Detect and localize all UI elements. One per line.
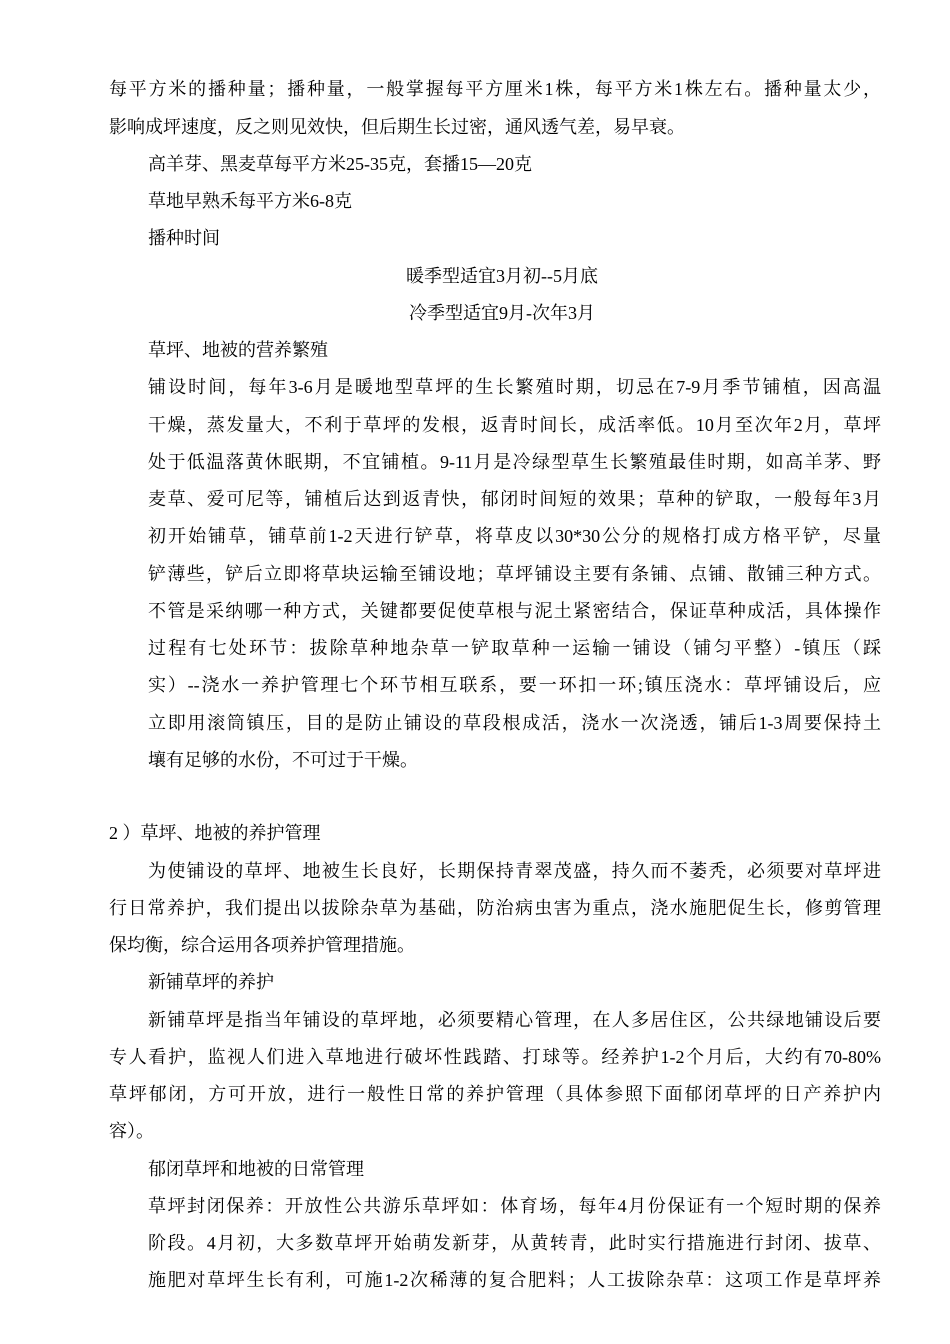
text-line: 容）。	[109, 1121, 154, 1141]
text-line: 草坪封闭保养：开放性公共游乐草坪如：体育场，每年4月份保证有一个短时期的保养	[148, 1196, 881, 1216]
text-line: 立即用滚筒镇压，目的是防止铺设的草段根成活，浇水一次浇透，铺后1-3周要保持土	[148, 713, 881, 733]
section-heading: 新铺草坪的养护	[148, 972, 274, 992]
text-line: 暖季型适宜3月初--5月底	[406, 266, 598, 286]
text-line: 过程有七处环节：拔除草种地杂草一铲取草种一运输一铺设（铺匀平整）-镇压（踩	[148, 638, 881, 658]
text-line: 初开始铺草，铺草前1-2天进行铲草，将草皮以30*30公分的规格打成方格平铲，尽量	[148, 526, 881, 546]
text-line: 高羊芽、黑麦草每平方米25-35克，套播15—20克	[148, 154, 532, 174]
text-line: 保均衡，综合运用各项养护管理措施。	[109, 935, 415, 955]
text-line: 处于低温落黄休眠期，不宜铺植。9-11月是冷绿型草生长繁殖最佳时期，如高羊茅、野	[148, 452, 881, 472]
text-line: 干燥，蒸发量大，不利于草坪的发根，返青时间长，成活率低。10月至次年2月，草坪	[148, 415, 881, 435]
section-heading: 郁闭草坪和地被的日常管理	[148, 1159, 364, 1179]
text-line: 壤有足够的水份，不可过于干燥。	[148, 750, 418, 770]
section-heading: 草坪、地被的营养繁殖	[148, 340, 328, 360]
section-heading: 2 ）草坪、地被的养护管理	[109, 823, 321, 843]
text-line: 不管是采纳哪一种方式，关键都要促使草根与泥土紧密结合，保证草种成活，具体操作	[148, 601, 881, 621]
text-line: 影响成坪速度，反之则见效快，但后期生长过密，通风透气差，易早衰。	[109, 117, 685, 137]
text-line: 草地早熟禾每平方米6-8克	[148, 191, 352, 211]
text-line: 麦草、爱可尼等，铺植后达到返青快，郁闭时间短的效果；草种的铲取，一般每年3月	[148, 489, 881, 509]
text-line: 实）--浇水一养护管理七个环节相互联系，要一环扣一环;镇压浇水：草坪铺设后，应	[148, 675, 881, 695]
text-line: 冷季型适宜9月-次年3月	[409, 303, 595, 323]
text-line: 专人看护，监视人们进入草地进行破坏性践踏、打球等。经养护1-2个月后，大约有70-80%	[109, 1047, 881, 1067]
text-line: 草坪郁闭，方可开放，进行一般性日常的养护管理（具体参照下面郁闭草坪的日产养护内	[109, 1084, 881, 1104]
text-line: 新铺草坪是指当年铺设的草坪地，必须要精心管理，在人多居住区，公共绿地铺设后要	[148, 1010, 881, 1030]
text-line: 行日常养护，我们提出以拔除杂草为基础，防治病虫害为重点，浇水施肥促生长，修剪管理	[109, 898, 881, 918]
text-line: 施肥对草坪生长有利，可施1-2次稀薄的复合肥料；人工拔除杂草：这项工作是草坪养	[148, 1270, 881, 1290]
text-line: 阶段。4月初，大多数草坪开始萌发新芽，从黄转青，此时实行措施进行封闭、拔草、	[148, 1233, 881, 1253]
text-line: 每平方米的播种量；播种量，一般掌握每平方厘米1株，每平方米1株左右。播种量太少，	[109, 79, 881, 99]
text-line: 铺设时间，每年3-6月是暖地型草坪的生长繁殖时期，切忌在7-9月季节铺植，因高温	[148, 377, 881, 397]
text-line: 铲薄些，铲后立即将草块运输至铺设地；草坪铺设主要有条铺、点铺、散铺三种方式。	[148, 564, 881, 584]
text-line: 为使铺设的草坪、地被生长良好，长期保持青翠茂盛，持久而不萎秃，必须要对草坪进	[148, 861, 881, 881]
section-heading: 播种时间	[148, 228, 220, 248]
